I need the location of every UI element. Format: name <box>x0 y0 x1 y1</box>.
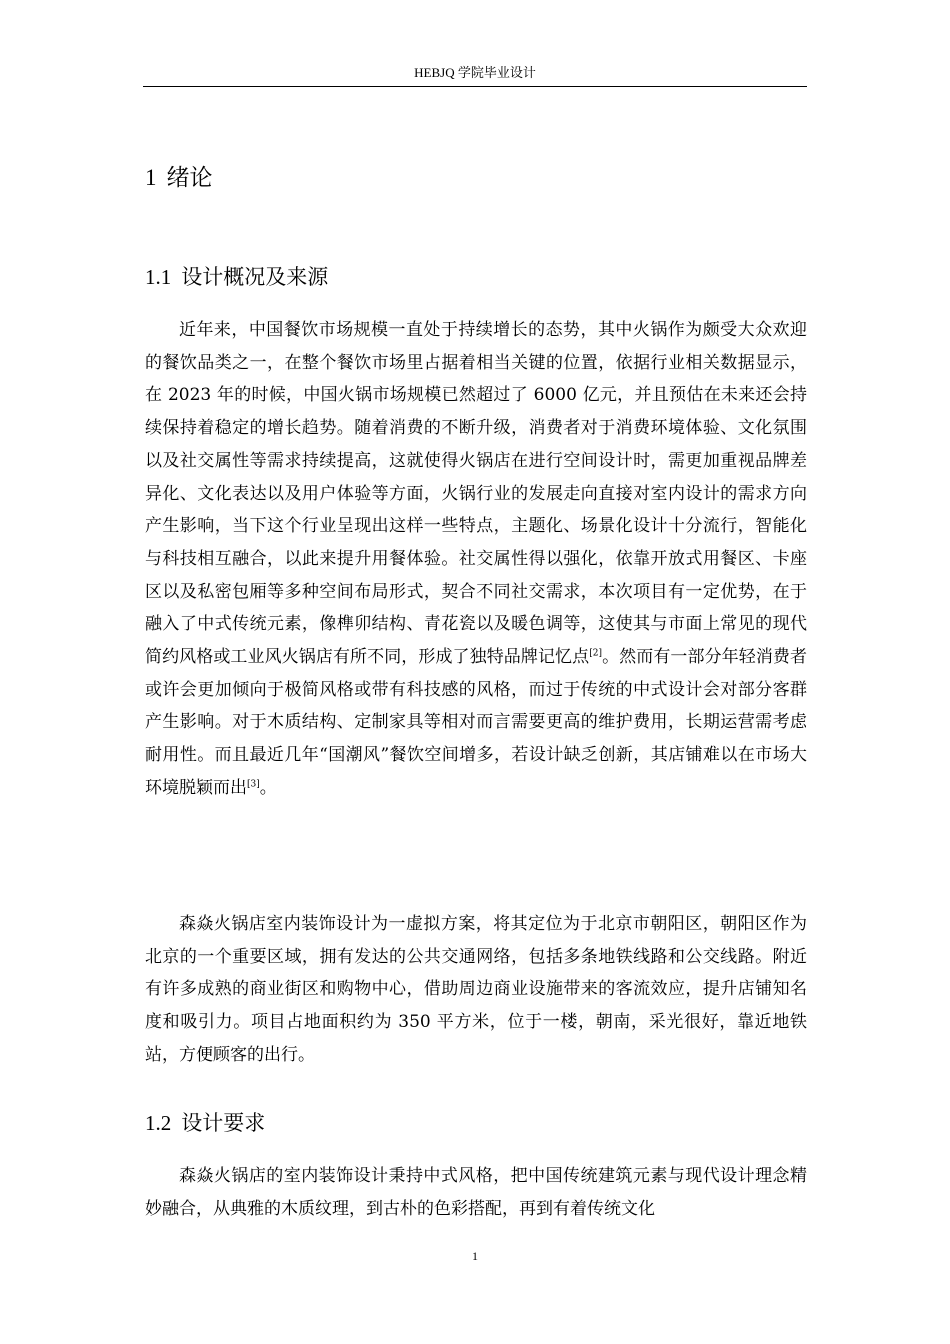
section-title-1-1: 设计概况及来源 <box>181 265 329 289</box>
section-number-1-1: 1.1 <box>145 265 172 289</box>
chapter-heading <box>145 163 213 193</box>
section-heading-1-1 <box>145 263 328 291</box>
chapter-title: 绪论 <box>166 165 213 191</box>
paragraph-text-a: 近年来，中国餐饮市场规模一直处于持续增长的态势，其中火锅作为颇受大众欢迎的餐饮品类之一，在整个餐饮市场里占据着相当关键的位置，依据行业相关数据显示，在 2023 年的时候，中国火锅市场规模已然超过了 6000 亿元，并且预估在未来还会持续保持着稳定的增长趋势。随着消费的不断升级，消费者对于消费环境体验、文化氛围以及社交属性等需求持续提高，这就使得火锅店在进行空间设计时，需更加重视品牌差异化、文化表达以及用户体验等方面，火锅行业的发展走向直接对室内设计的需求方向产生影响，当下这个行业呈现出这样一些特点，主题化、场景化设计十分流行，智能化与科技相互融合，以此来提升用餐体验。社交属性得以强化，依靠开放式用餐区、卡座区以及私密包厢等多种空间布局形式，契合不同社交需求，本次项目有一定优势，在于融入了中式传统元素，像榫卯结构、青花瓷以及暖色调等，这使其与市面上常见的现代简约风格或工业风火锅店有所不同，形成了独特品牌记忆点 <box>145 320 807 668</box>
paragraph-project-location: 森焱火锅店室内装饰设计为一虚拟方案，将其定位为于北京市朝阳区，朝阳区作为北京的一个重要区域，拥有发达的公共交通网络，包括多条地铁线路和公交线路。附近有许多成熟的商业街区和购物中心，借助周边商业设施带来的客流效应，提升店铺知名度和吸引力。项目占地面积约为 350 平方米，位于一楼，朝南，采光很好，靠近地铁站，方便顾客的出行。 <box>145 914 807 1065</box>
page-number: 1 <box>472 1249 478 1263</box>
paragraph-market-overview <box>145 314 807 805</box>
citation-ref-2: [2] <box>589 648 602 659</box>
section-title-1-2: 设计要求 <box>181 1111 266 1135</box>
section-number-1-2: 1.2 <box>145 1111 172 1135</box>
citation-ref-3: [3] <box>247 779 260 790</box>
header-divider <box>143 86 807 87</box>
page-header: HEBJQ 学院毕业设计 <box>414 65 536 80</box>
chapter-number: 1 <box>145 165 157 190</box>
paragraph-text-b: 。然而有一部分年轻消费者或许会更加倾向于极简风格或带有科技感的风格，而过于传统的中式设计会对部分客群产生影响。对于木质结构、定制家具等相对而言需要更高的维护费用，长期运营需考虑耐用性。而且最近几年“国潮风”餐饮空间增多，若设计缺乏创新，其店铺难以在市场大环境脱颖而出 <box>145 647 808 798</box>
section-heading-1-2 <box>145 1109 265 1137</box>
paragraph-design-requirements: 森焱火锅店的室内装饰设计秉持中式风格，把中国传统建筑元素与现代设计理念精妙融合，从典雅的木质纹理，到古朴的色彩搭配，再到有着传统文化 <box>145 1166 807 1219</box>
paragraph-text-c: 。 <box>259 777 277 798</box>
